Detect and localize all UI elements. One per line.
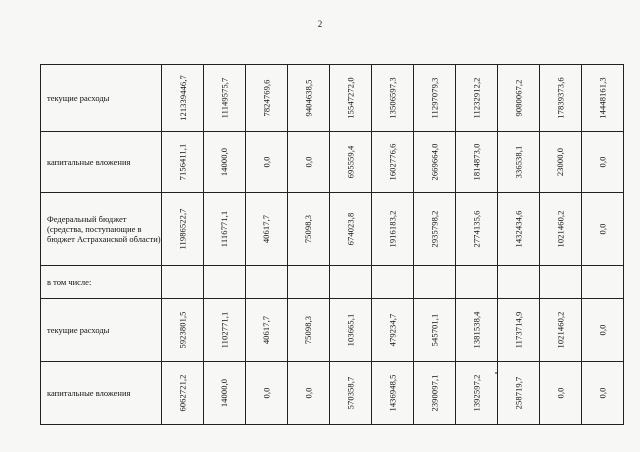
value-cell: [540, 266, 582, 299]
value-cell: [204, 132, 246, 193]
cell-value: 5923801,5: [177, 311, 188, 349]
row-label: текущие расходы: [41, 65, 162, 132]
value-cell: [162, 299, 204, 362]
cell-value: 11297079,3: [429, 77, 440, 119]
value-cell: [204, 299, 246, 362]
page-number: 2: [317, 19, 323, 29]
cell-value: 0,0: [303, 387, 314, 399]
cell-value: 1432434,6: [513, 210, 524, 248]
value-cell: [582, 65, 624, 132]
table-row: [41, 299, 624, 362]
value-cell: [498, 266, 540, 299]
value-cell: [330, 193, 372, 266]
value-cell: [456, 65, 498, 132]
cell-value: 258719,7: [513, 376, 524, 410]
table-row: [41, 362, 624, 425]
value-cell: [246, 266, 288, 299]
cell-value: 1436948,5: [387, 374, 398, 412]
cell-value: 479234,7: [387, 313, 398, 347]
cell-value: 9080067,2: [513, 79, 524, 117]
value-cell: [414, 193, 456, 266]
value-cell: [498, 132, 540, 193]
value-cell: [456, 193, 498, 266]
cell-value: 6062721,2: [177, 374, 188, 412]
cell-value: 695559,4: [345, 145, 356, 179]
value-cell: [204, 362, 246, 425]
cell-value: 13506597,3: [387, 77, 398, 119]
value-cell: [540, 299, 582, 362]
value-cell: [498, 65, 540, 132]
value-cell: [456, 132, 498, 193]
cell-value: 0,0: [597, 324, 608, 336]
cell-value: 7156411,1: [177, 143, 188, 181]
cell-value: 11232912,2: [471, 77, 482, 119]
cell-value: 0,0: [597, 387, 608, 399]
value-cell: [330, 362, 372, 425]
value-cell: [162, 132, 204, 193]
value-cell: [540, 132, 582, 193]
value-cell: [540, 65, 582, 132]
cell-value: 0,0: [597, 156, 608, 168]
cell-value: 0,0: [261, 387, 272, 399]
cell-value: 1173714,9: [513, 311, 524, 349]
value-cell: [204, 266, 246, 299]
value-cell: [498, 299, 540, 362]
row-label: текущие расходы: [41, 299, 162, 362]
value-cell: [414, 266, 456, 299]
value-cell: [414, 362, 456, 425]
cell-value: 23000,0: [555, 147, 566, 177]
value-cell: [540, 362, 582, 425]
value-cell: [246, 65, 288, 132]
value-cell: [330, 299, 372, 362]
cell-value: 11986522,7: [177, 208, 188, 250]
cell-value: 0,0: [555, 387, 566, 399]
value-cell: [540, 193, 582, 266]
cell-value: 14448161,3: [597, 77, 608, 119]
cell-value: 0,0: [261, 156, 272, 168]
table-row: [41, 266, 624, 299]
cell-value: 40617,7: [261, 214, 272, 244]
value-cell: [204, 65, 246, 132]
table-row: [41, 132, 624, 193]
cell-value: 11149575,7: [219, 77, 230, 119]
value-cell: [498, 193, 540, 266]
cell-value: 1102771,1: [219, 311, 230, 349]
cell-value: 9404638,5: [303, 79, 314, 117]
cell-value: 1021460,2: [555, 311, 566, 349]
value-cell: [204, 193, 246, 266]
value-cell: [414, 132, 456, 193]
value-cell: [162, 362, 204, 425]
cell-value: 1381538,4: [471, 311, 482, 349]
value-cell: [372, 65, 414, 132]
value-cell: [288, 266, 330, 299]
value-cell: [246, 299, 288, 362]
row-label: капитальные вложения: [41, 362, 162, 425]
value-cell: [372, 193, 414, 266]
cell-value: 14000,0: [219, 147, 230, 177]
value-cell: [372, 299, 414, 362]
cell-value: 40617,7: [261, 315, 272, 345]
value-cell: [330, 132, 372, 193]
cell-value: 336538,1: [513, 145, 524, 179]
value-cell: [288, 299, 330, 362]
value-cell: [288, 193, 330, 266]
cell-value: 15547272,0: [345, 77, 356, 119]
cell-value: 75098,3: [303, 214, 314, 244]
value-cell: [582, 299, 624, 362]
cell-value: 14000,0: [219, 378, 230, 408]
value-cell: [246, 193, 288, 266]
cell-value: 2390097,1: [429, 374, 440, 412]
value-cell: [372, 362, 414, 425]
cell-value: 75098,3: [303, 315, 314, 345]
cell-value: 2935798,2: [429, 210, 440, 248]
cell-value: 570358,7: [345, 376, 356, 410]
cell-value: 0,0: [597, 223, 608, 235]
value-cell: [288, 65, 330, 132]
value-cell: [582, 266, 624, 299]
value-cell: [414, 65, 456, 132]
value-cell: [288, 362, 330, 425]
value-cell: [246, 362, 288, 425]
scan-speck: [495, 372, 497, 374]
cell-value: 1602776,6: [387, 143, 398, 181]
value-cell: [246, 132, 288, 193]
cell-value: 1116771,1: [219, 210, 230, 248]
cell-value: 2669664,0: [429, 143, 440, 181]
cell-value: 2774135,6: [471, 210, 482, 248]
value-cell: [372, 266, 414, 299]
value-cell: [582, 362, 624, 425]
value-cell: [456, 266, 498, 299]
row-label: в том числе:: [41, 266, 162, 299]
value-cell: [162, 193, 204, 266]
row-label: капитальные вложения: [41, 132, 162, 193]
value-cell: [582, 132, 624, 193]
value-cell: [456, 362, 498, 425]
budget-table: [40, 64, 624, 425]
value-cell: [330, 65, 372, 132]
value-cell: [498, 362, 540, 425]
table-row: [41, 193, 624, 266]
value-cell: [288, 132, 330, 193]
value-cell: [414, 299, 456, 362]
row-label: Федеральный бюджет (средства, поступающие в бюджет Астраханской области): [41, 193, 162, 266]
cell-value: 1392597,2: [471, 374, 482, 412]
cell-value: 674023,8: [345, 212, 356, 246]
value-cell: [162, 65, 204, 132]
cell-value: 1021460,2: [555, 210, 566, 248]
cell-value: 1916183,2: [387, 210, 398, 248]
value-cell: [330, 266, 372, 299]
value-cell: [372, 132, 414, 193]
cell-value: 103665,1: [345, 313, 356, 347]
cell-value: 0,0: [303, 156, 314, 168]
cell-value: 121339446,7: [177, 75, 188, 121]
value-cell: [582, 193, 624, 266]
value-cell: [162, 266, 204, 299]
cell-value: 1814873,0: [471, 143, 482, 181]
table-row: [41, 65, 624, 132]
cell-value: 17839373,6: [555, 77, 566, 119]
cell-value: 545701,1: [429, 313, 440, 347]
cell-value: 7824769,6: [261, 79, 272, 117]
value-cell: [456, 299, 498, 362]
